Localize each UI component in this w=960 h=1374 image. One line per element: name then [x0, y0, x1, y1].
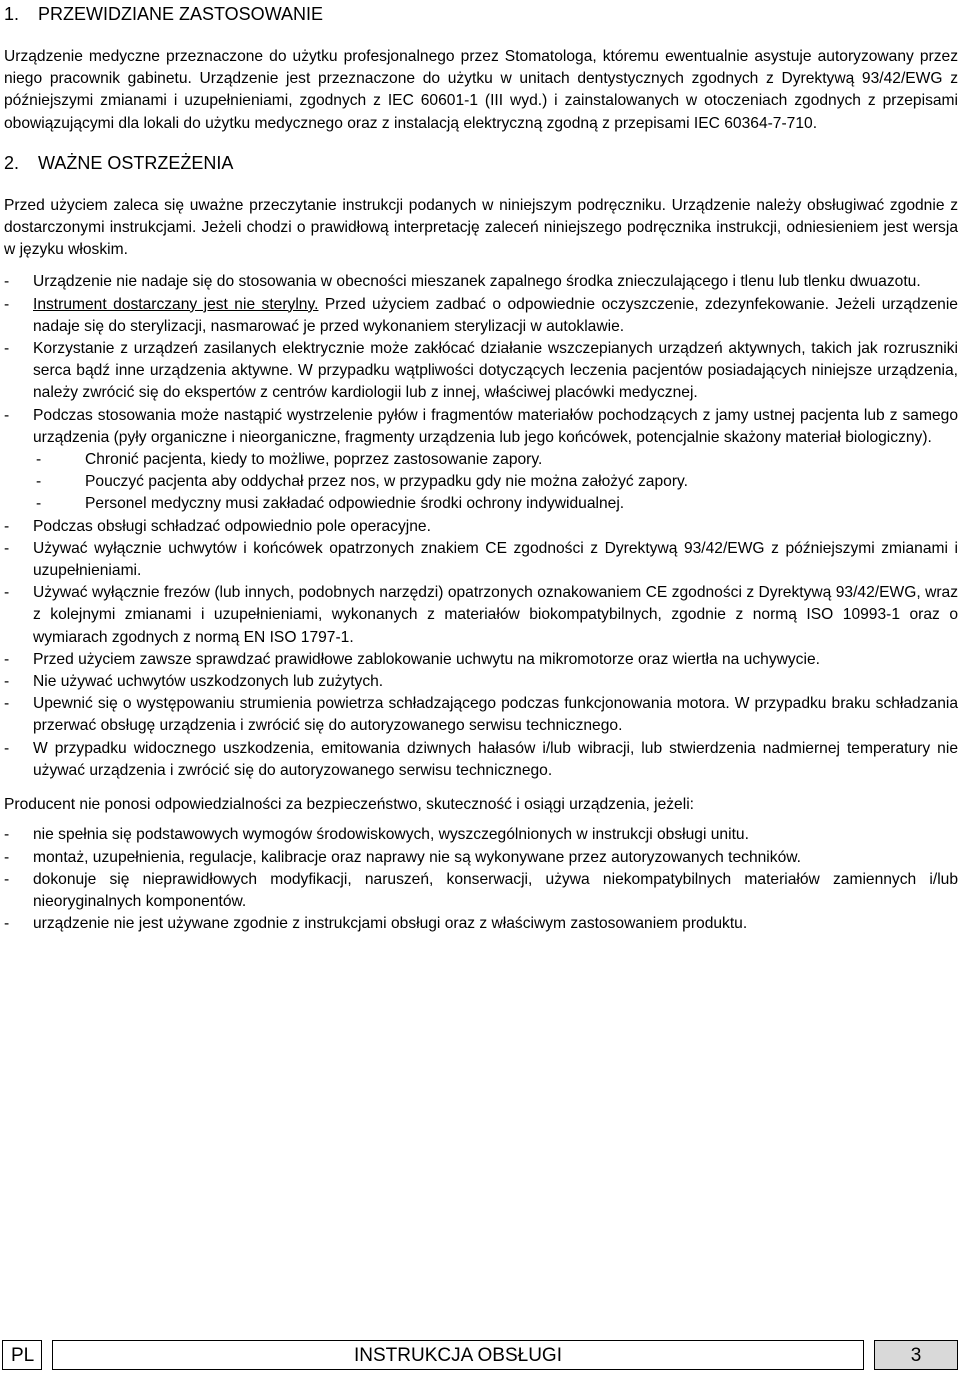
dash-bullet: - [4, 517, 10, 535]
list-item: - Pouczyć pacjenta aby oddychał przez nos, w przypadku gdy nie można założyć zapory. [36, 473, 688, 491]
dash-bullet: - [4, 584, 10, 602]
list-item: - W przypadku widocznego uszkodzenia, emitowania dziwnych hałasów i/lub wibracji, lub stwierdzenia nadmiernej temperatury nie używać urządzenia i zwrócić się do autoryzowanego serwisu technicznego. [4, 739, 958, 779]
dash-bullet: - [4, 539, 10, 557]
page-footer [2, 1340, 958, 1372]
list-item: - nie spełnia się podstawowych wymogów środowiskowych, wyszczególnionych w instrukcji obsługi unitu. [4, 824, 958, 846]
section-2-title: WAŻNE OSTRZEŻENIA [38, 152, 234, 173]
footer-page-number: 3 [874, 1340, 958, 1370]
list-item: - Korzystanie z urządzeń zasilanych elektrycznie może zakłócać działanie wszczepianych urządzeń aktywnych, takich jak rozruszniki serca bądź inne urządzenia aktywne. W przypadku wątpliwości dotyczących leczenia pacjentów posiadających niniejsze urządzenia, należy zwrócić się do ekspertów z centrów kardiologii lub z innej, właściwej placówki medycznej. [4, 340, 958, 402]
document-page [4, 0, 958, 935]
section-1-number: 1. [4, 4, 20, 24]
footer-title: INSTRUKCJA OBSŁUGI [52, 1340, 864, 1370]
liability-list [4, 824, 958, 935]
warnings-intro-paragraph: Przed użyciem zaleca się uważne przeczytanie instrukcji podanych w niniejszym podręczniku. Urządzenie należy obsługiwać zgodnie z dostarczonymi instrukcjami. Jeżeli chodzi o prawidłową interpretację zaleceń niniejszego podręcznika instrukcji, odniesieniem jest wersja w języku włoskim. [4, 196, 958, 259]
list-item: - Podczas obsługi schładzać odpowiednio pole operacyjne. [4, 516, 958, 538]
dash-bullet: - [4, 273, 10, 291]
non-sterile-notice: Instrument dostarczany jest nie sterylny. [33, 295, 319, 313]
section-1-heading [4, 2, 958, 26]
dash-bullet: - [4, 695, 10, 713]
protection-sublist [33, 449, 958, 516]
list-item: - urządzenie nie jest używane zgodnie z instrukcjami obsługi oraz z właściwym zastosowaniem produktu. [4, 913, 958, 935]
list-item: - Podczas stosowania może nastąpić wystrzelenie pyłów i fragmentów materiałów pochodzących z jamy ustnej pacjenta lub z samego urządzenia (pyły organiczne i nieorganiczne, fragmenty urządzenia lub jego końcówek, potencjalnie skażony materiał biologiczny). - Chronić pacjenta, kiedy to możliwe, poprzez zastosowanie zapory. - Pouczyć pacjenta aby oddychał przez nos, w przypadku gdy nie można założyć zapory. - Personel medyczny musi zakładać odpowiednie środki ochrony indywidualnej. [4, 405, 958, 516]
list-item: - Personel medyczny musi zakładać odpowiednie środki ochrony indywidualnej. [36, 495, 625, 513]
section-2-number: 2. [4, 152, 20, 173]
list-item: - Używać wyłącznie frezów (lub innych, podobnych narzędzi) opatrzonych oznakowaniem CE zgodności z Dyrektywą 93/42/EWG, wraz z kolejnymi zmianami i uzupełnieniami, wykonanych z materiałów biokompatybilnych, zgodnie z normą ISO 10993-1 oraz o wymiarach zgodnych z normą EN ISO 1797-1. [4, 584, 958, 646]
list-item: - Urządzenie nie nadaje się do stosowania w obecności mieszanek zapalnego środka znieczulającego i tlenu lub tlenku dwuazotu. [4, 271, 958, 293]
dash-bullet: - [4, 826, 10, 844]
list-item: - dokonuje się nieprawidłowych modyfikacji, naruszeń, konserwacji, używa niekompatybilnych materiałów zamiennych i/lub nieoryginalnych komponentów. [4, 870, 958, 910]
dash-bullet: - [4, 870, 10, 888]
warnings-list [4, 271, 958, 782]
dash-bullet: - [4, 915, 10, 933]
list-item: - Używać wyłącznie uchwytów i końcówek opatrzonych znakiem CE zgodności z Dyrektywą 93/42/EWG z późniejszymi zmianami i uzupełnieniami. [4, 539, 958, 580]
dash-bullet: - [4, 406, 10, 424]
liability-intro-paragraph: Producent nie ponosi odpowiedzialności za bezpieczeństwo, skuteczność i osiągi urządzenia, jeżeli: [4, 796, 694, 814]
section-1-title: PRZEWIDZIANE ZASTOSOWANIE [38, 4, 324, 24]
list-item: - Nie używać uchwytów uszkodzonych lub zużytych. [4, 671, 958, 693]
dash-bullet: - [4, 340, 10, 358]
list-item: - Chronić pacjenta, kiedy to możliwe, poprzez zastosowanie zapory. [36, 451, 543, 469]
list-item: - Upewnić się o występowaniu strumienia powietrza schładzającego podczas funkcjonowania motora. W przypadku braku schładzania przerwać obsługę urządzenia i zwrócić się do autoryzowanego serwisu technicznego. [4, 695, 958, 735]
list-item: - montaż, uzupełnienia, regulacje, kalibracje oraz naprawy nie są wykonywane przez autoryzowanych techników. [4, 847, 958, 869]
list-item: - Instrument dostarczany jest nie sterylny. Przed użyciem zadbać o odpowiednie oczyszczenie, zdezynfekowanie. Jeżeli urządzenie nadaje się do sterylizacji, nasmarować je przed wykonaniem sterylizacji w autoklawie. [4, 295, 958, 335]
dash-bullet: - [4, 673, 10, 691]
footer-language: PL [2, 1340, 42, 1370]
dash-bullet: - [4, 295, 10, 313]
dash-bullet: - [4, 650, 10, 668]
section-2-heading [4, 151, 958, 175]
intended-use-paragraph: Urządzenie medyczne przeznaczone do użytku profesjonalnego przez Stomatologa, któremu ewentualnie asystuje autoryzowany przez niego pracownik gabinetu. Urządzenie jest przeznaczone do użytku w unitach dentystycznych zgodnych z Dyrektywą 93/42/EWG z późniejszymi zmianami i uzupełnieniami, zgodnych z IEC 60601-1 (III wyd.) i zainstalowanych w otoczeniach zgodnych z przepisami obowiązującymi dla lokali do użytku medycznego oraz z instalacją elektryczną zgodną z przepisami IEC 60364-7-710. [4, 48, 958, 132]
list-item: - Przed użyciem zawsze sprawdzać prawidłowe zablokowanie uchwytu na mikromotorze oraz wiertła na uchywycie. [4, 649, 958, 671]
dash-bullet: - [4, 848, 10, 866]
dash-bullet: - [4, 739, 10, 757]
